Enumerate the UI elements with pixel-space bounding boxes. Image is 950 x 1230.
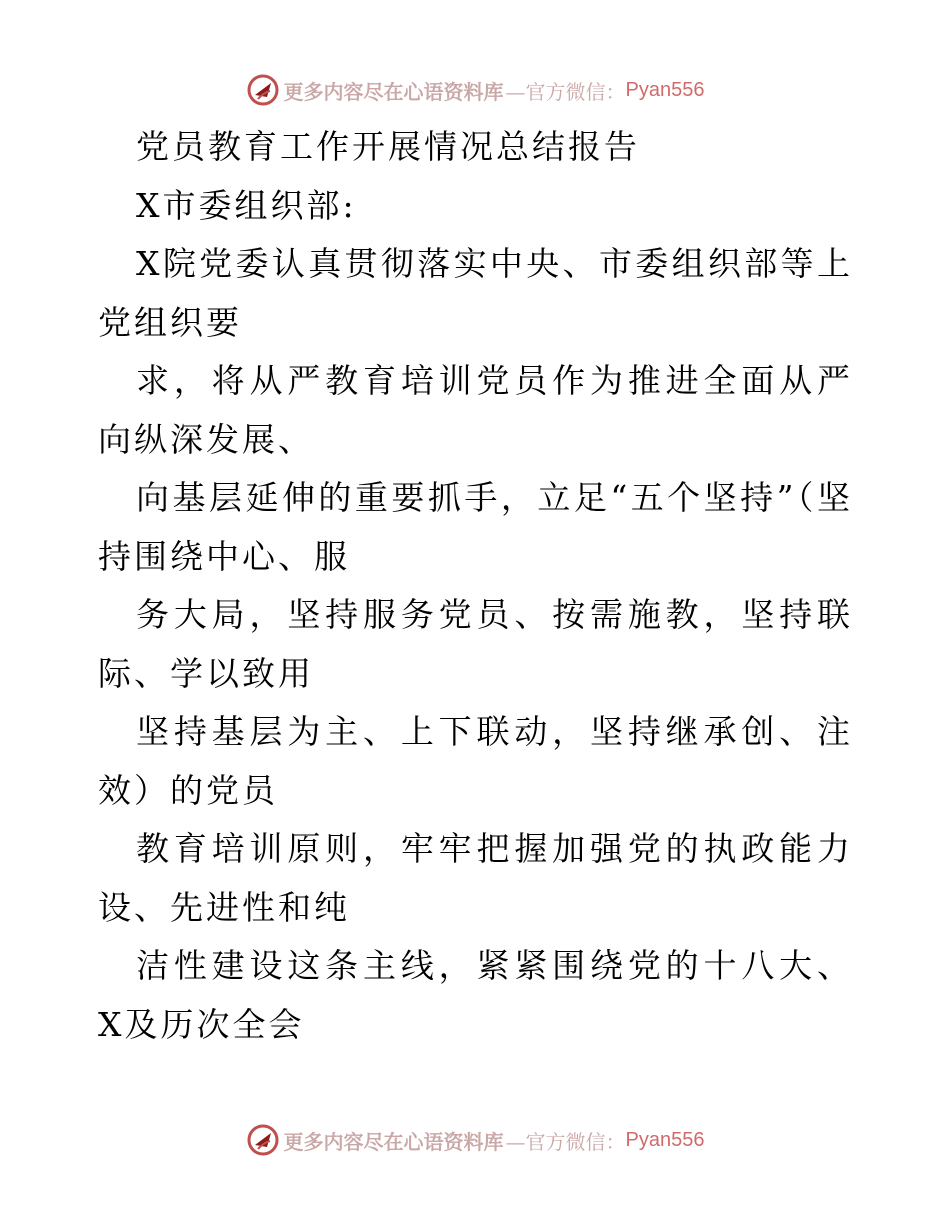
text-line: 际、学以致用 bbox=[98, 653, 314, 693]
text-line: 持围绕中心、服 bbox=[98, 536, 350, 576]
text-line: X及历次全会 bbox=[98, 1004, 305, 1044]
text-line: 效）的党员 bbox=[98, 770, 278, 810]
banner-wechat-id: Pyan556 bbox=[625, 1128, 705, 1151]
text-line: 向基层延伸的重要抓手，立足“五个坚持”（坚 bbox=[136, 478, 853, 517]
banner-sub-text: —官方微信： bbox=[505, 1129, 626, 1154]
banner-wechat-id: Pyan556 bbox=[625, 78, 705, 101]
logo-icon bbox=[246, 1123, 280, 1157]
banner-main-text: 更多内容尽在心语资料库 bbox=[283, 1129, 504, 1154]
text-line: 党组织要 bbox=[98, 302, 242, 342]
text-line: 党员教育工作开展情况总结报告 bbox=[136, 127, 640, 166]
text-line: 务大局，坚持服务党员、按需施教，坚持联 bbox=[136, 595, 853, 634]
text-line: 设、先进性和纯 bbox=[98, 887, 350, 927]
logo-icon bbox=[246, 73, 280, 107]
text-line: 向纵深发展、 bbox=[98, 419, 314, 459]
header-banner bbox=[0, 70, 950, 110]
document-body bbox=[98, 118, 853, 1054]
text-line: 坚持基层为主、上下联动，坚持继承创、注 bbox=[136, 712, 853, 751]
text-line: 教育培训原则，牢牢把握加强党的执政能力 bbox=[136, 829, 853, 868]
text-line: X院党委认真贯彻落实中央、市委组织部等上 bbox=[136, 244, 853, 283]
text-line: 求，将从严教育培训党员作为推进全面从严 bbox=[136, 361, 853, 400]
text-line: 洁性建设这条主线，紧紧围绕党的十八大、 bbox=[136, 946, 853, 985]
footer-banner bbox=[0, 1120, 950, 1160]
text-line: X市委组织部: bbox=[136, 185, 357, 225]
banner-main-text: 更多内容尽在心语资料库 bbox=[283, 79, 504, 104]
banner-sub-text: —官方微信： bbox=[505, 79, 626, 104]
